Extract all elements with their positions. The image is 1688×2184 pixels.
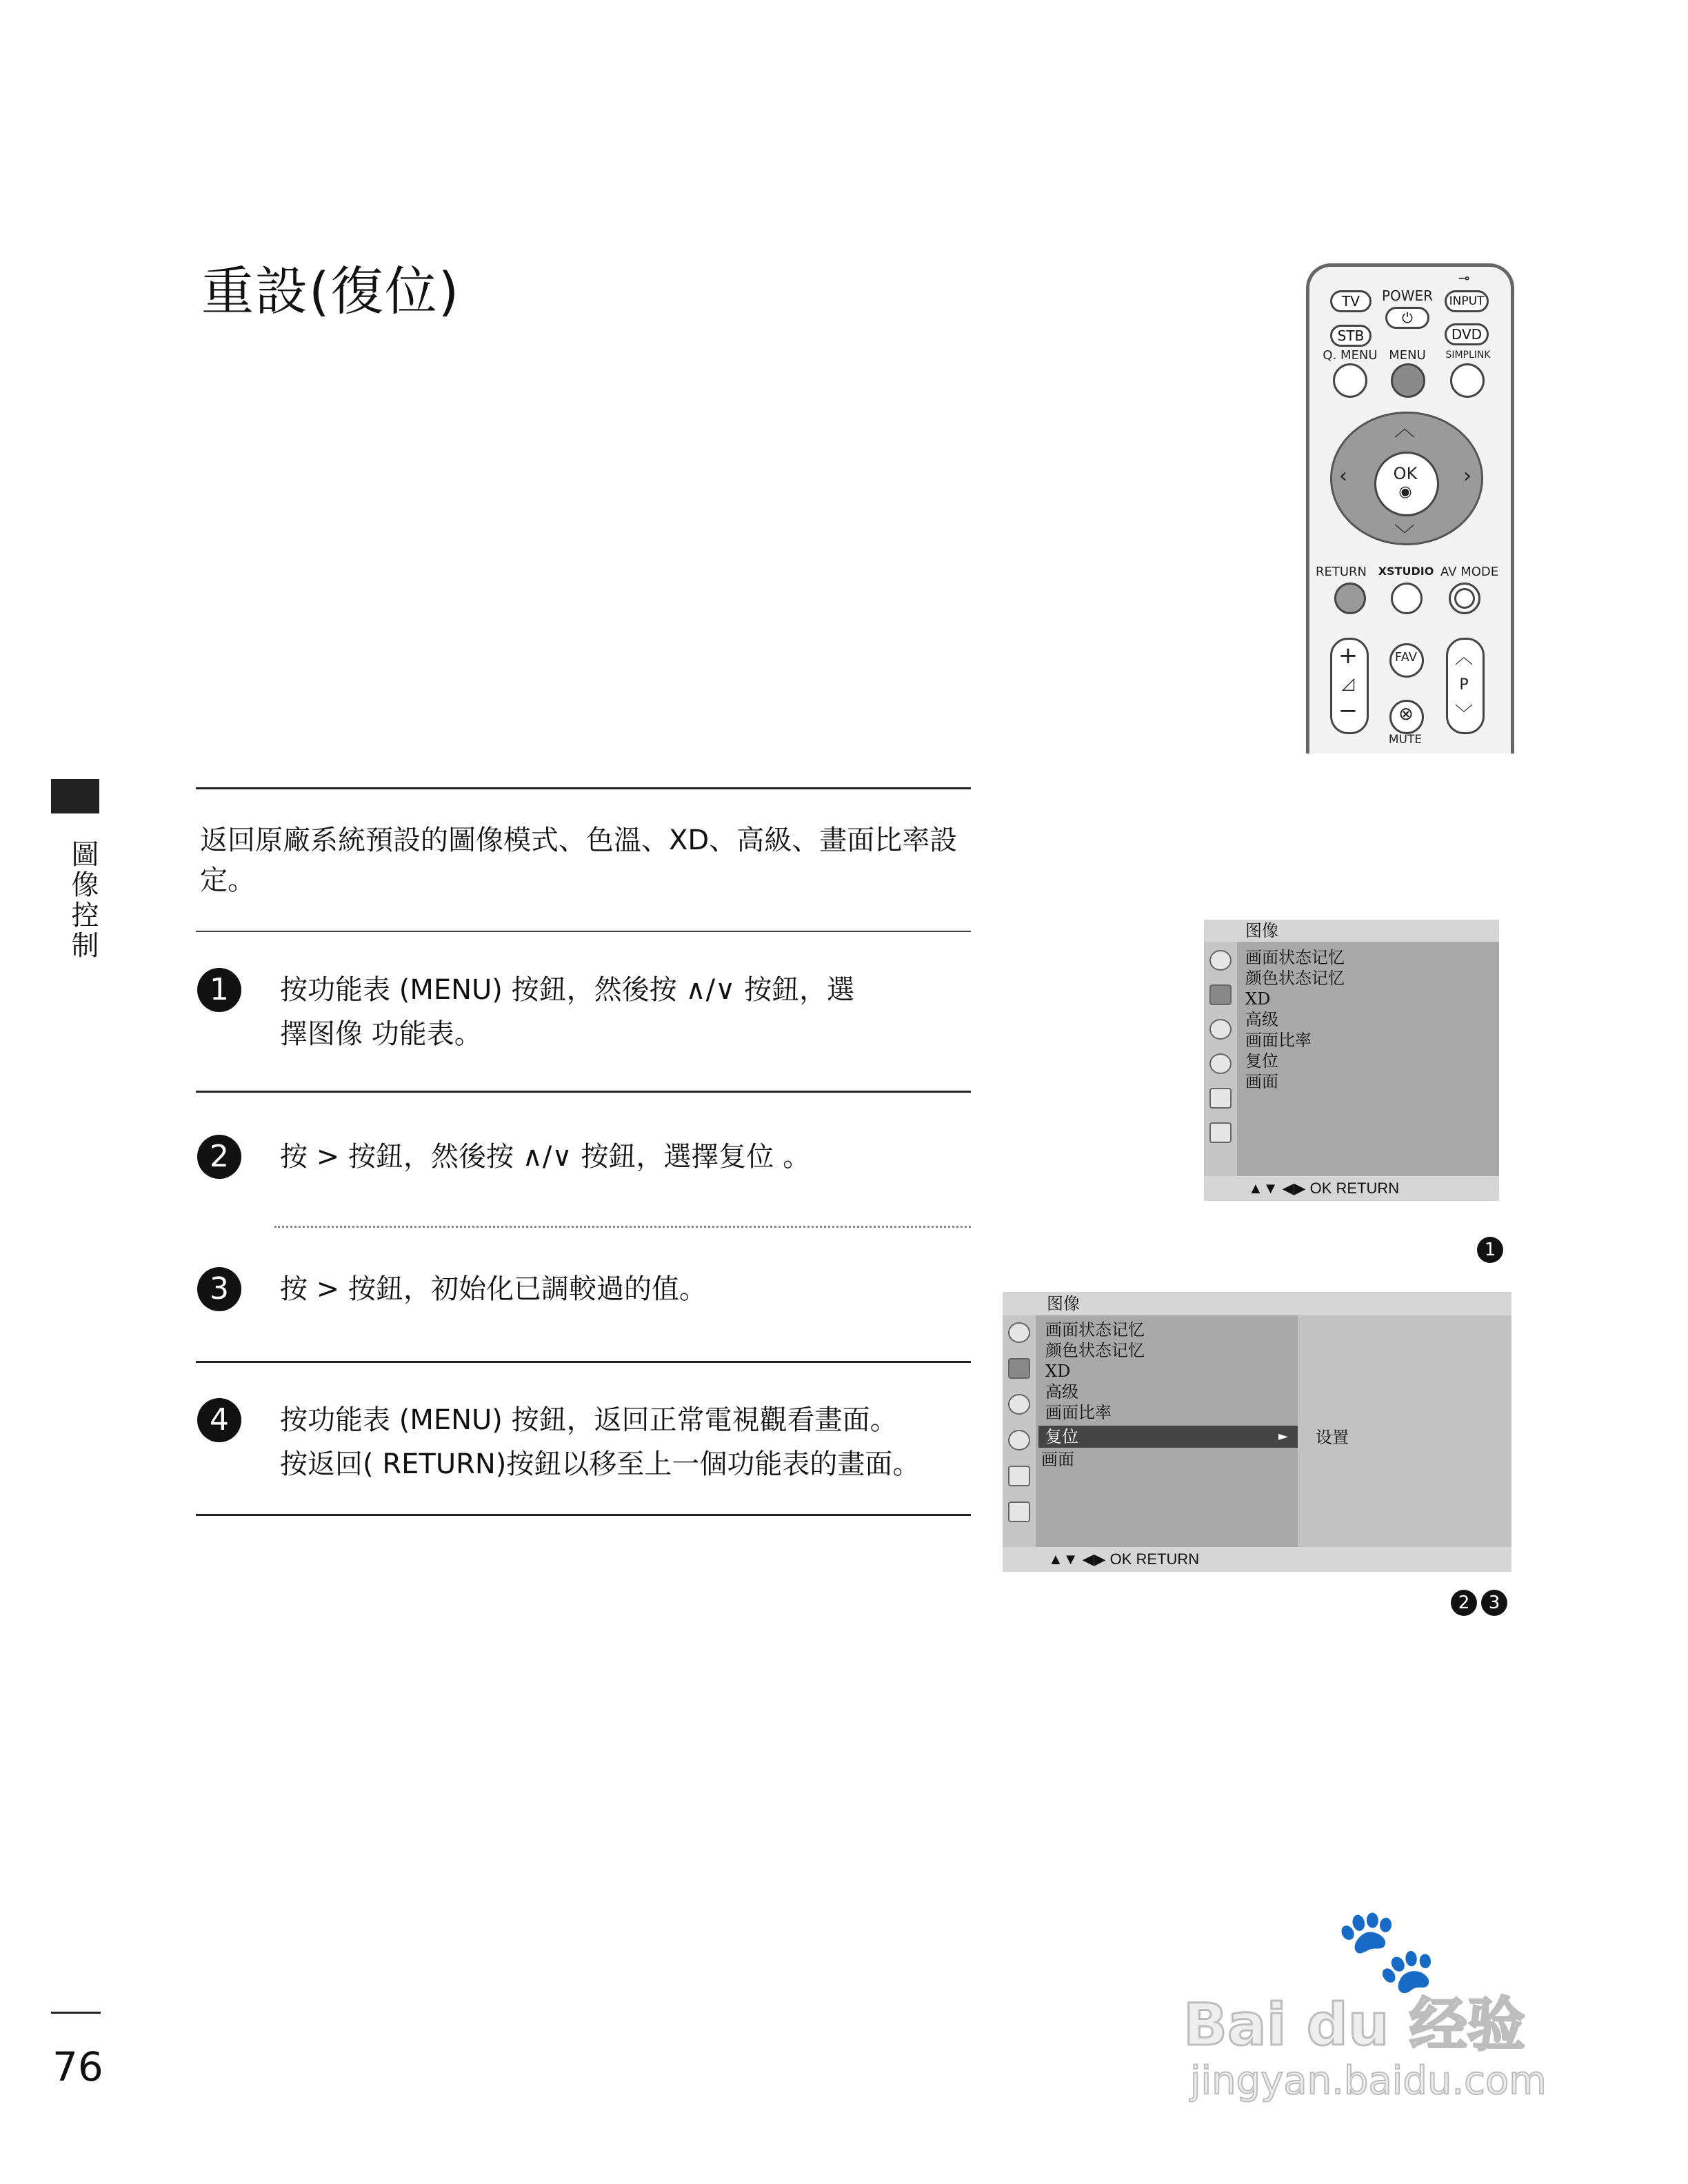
menu-icon-column xyxy=(1003,1315,1036,1547)
watermark-url: jingyan.baidu.com xyxy=(1190,2059,1547,2103)
step-badge: 2 xyxy=(1451,1590,1477,1616)
divider xyxy=(196,1361,971,1363)
channel-label: P xyxy=(1459,676,1469,694)
divider xyxy=(196,787,971,789)
input-button[interactable]: INPUT xyxy=(1445,290,1489,312)
menu-footer: ▲▼ ◀▶ OK RETURN xyxy=(1204,1176,1499,1201)
step-4-text: 按功能表 (MENU) 按鈕，返回正常電視觀看畫面。 按返回( RETURN)按鈕以移至上一個功能表的畫面。 xyxy=(280,1404,921,1480)
step-3-text: 按 > 按鈕，初始化已調較過的值。 xyxy=(280,1273,707,1305)
input-icon: ⊸ xyxy=(1458,270,1470,286)
channel-up-icon: ︿ xyxy=(1454,647,1473,668)
menu-item[interactable]: 画面状态记忆 xyxy=(1245,948,1345,967)
section-label: 圖像控制 xyxy=(67,840,99,961)
audio-icon xyxy=(1008,1394,1030,1415)
ok-dot-icon: ◉ xyxy=(1398,483,1412,501)
menu-item-selected-label[interactable]: 复位 xyxy=(1045,1427,1078,1446)
screen-icon xyxy=(1209,984,1232,1005)
step-badge: 1 xyxy=(1477,1237,1503,1263)
step-2-text: 按 > 按鈕，然後按 ∧/∨ 按鈕，選擇复位 。 xyxy=(280,1141,811,1173)
xstudio-label: XSTUDIO xyxy=(1378,565,1434,578)
clock-icon xyxy=(1209,1053,1232,1074)
divider-dotted xyxy=(274,1226,971,1228)
fav-label: FAV xyxy=(1394,650,1418,665)
menu-title: 图像 xyxy=(1204,920,1499,942)
screen-icon xyxy=(1008,1358,1030,1379)
avmode-button[interactable] xyxy=(1449,583,1480,614)
dvd-button[interactable]: DVD xyxy=(1445,323,1489,345)
menu-item[interactable]: 画面状态记忆 xyxy=(1045,1320,1145,1339)
tv-button[interactable]: TV xyxy=(1330,290,1372,312)
divider xyxy=(196,1514,971,1516)
return-label: RETURN xyxy=(1315,565,1367,579)
menu-title: 图像 xyxy=(1003,1292,1511,1315)
left-arrow-icon[interactable]: ‹ xyxy=(1339,464,1347,488)
up-arrow-icon[interactable]: ︿ xyxy=(1394,417,1415,441)
return-button[interactable] xyxy=(1334,583,1366,614)
menu-label: MENU xyxy=(1389,348,1426,363)
menu-button[interactable] xyxy=(1391,363,1425,398)
section-marker xyxy=(51,779,99,813)
picture-icon xyxy=(1008,1322,1030,1343)
qmenu-button[interactable] xyxy=(1333,363,1367,398)
menu-item[interactable]: 高级 xyxy=(1245,1010,1278,1029)
power-icon: ⏻ xyxy=(1402,310,1413,326)
avmode-label: AV MODE xyxy=(1440,565,1499,579)
stb-button[interactable]: STB xyxy=(1330,325,1372,347)
divider xyxy=(196,1091,971,1093)
step-badge: 3 xyxy=(1481,1590,1507,1616)
page-title: 重設(復位) xyxy=(201,261,461,322)
menu-item[interactable]: 画面比率 xyxy=(1045,1403,1112,1422)
power-button[interactable] xyxy=(1385,307,1429,329)
step-number: 2 xyxy=(197,1135,241,1179)
tv-menu-screen-1 xyxy=(1204,920,1499,1201)
step-number: 1 xyxy=(197,968,241,1012)
picture-icon xyxy=(1209,950,1232,971)
option-icon xyxy=(1209,1088,1232,1109)
mute-icon: ⊗ xyxy=(1398,704,1414,725)
xstudio-button[interactable] xyxy=(1391,583,1423,614)
option-icon xyxy=(1008,1466,1030,1486)
menu-item[interactable]: XD xyxy=(1045,1362,1071,1381)
submenu-option[interactable]: 设置 xyxy=(1316,1428,1349,1447)
menu-item[interactable]: 画面 xyxy=(1245,1072,1278,1091)
paw-icon: 🐾 xyxy=(1335,1903,1438,1999)
menu-footer: ▲▼ ◀▶ OK RETURN xyxy=(1003,1547,1511,1572)
footer-rule xyxy=(51,2012,101,2014)
watermark-brand: Bai du 经验 xyxy=(1183,1991,1525,2059)
menu-item[interactable]: 复位 xyxy=(1245,1051,1278,1071)
input-icon xyxy=(1008,1502,1030,1522)
simplink-button[interactable] xyxy=(1450,363,1485,398)
power-label: POWER xyxy=(1381,287,1434,304)
input-icon xyxy=(1209,1122,1232,1143)
qmenu-label: Q. MENU xyxy=(1323,348,1378,363)
mute-label: MUTE xyxy=(1388,733,1423,747)
simplink-label: SIMPLINK xyxy=(1445,350,1491,361)
intro-text: 返回原廠系統預設的圖像模式、色溫、XD、高級、畫面比率設定。 xyxy=(200,825,958,896)
menu-icon-column xyxy=(1204,942,1237,1176)
audio-icon xyxy=(1209,1019,1232,1040)
ok-label: OK xyxy=(1393,464,1418,483)
down-arrow-icon[interactable]: ﹀ xyxy=(1394,523,1415,547)
menu-item[interactable]: 高级 xyxy=(1045,1382,1078,1402)
remote-control xyxy=(1306,263,1514,754)
menu-item[interactable]: 颜色状态记忆 xyxy=(1045,1341,1145,1360)
tv-menu-screen-2 xyxy=(1003,1292,1511,1572)
page-number: 76 xyxy=(52,2043,103,2090)
step-number: 4 xyxy=(197,1398,241,1442)
volume-up-icon: + xyxy=(1338,642,1358,669)
clock-icon xyxy=(1008,1430,1030,1450)
right-arrow-icon[interactable]: › xyxy=(1463,464,1471,488)
step-number: 3 xyxy=(197,1267,241,1311)
menu-item[interactable]: 画面 xyxy=(1041,1450,1074,1469)
menu-item[interactable]: 画面比率 xyxy=(1245,1031,1312,1050)
step-1-text: 按功能表 (MENU) 按鈕，然後按 ∧/∨ 按鈕，選 擇图像 功能表。 xyxy=(280,974,855,1050)
volume-down-icon: − xyxy=(1338,697,1358,725)
play-arrow-icon: ► xyxy=(1278,1429,1288,1444)
menu-item[interactable]: 颜色状态记忆 xyxy=(1245,969,1345,988)
divider xyxy=(196,931,971,932)
channel-down-icon: ﹀ xyxy=(1454,704,1473,725)
menu-item[interactable]: XD xyxy=(1245,989,1271,1009)
volume-icon: ◿ xyxy=(1341,674,1355,693)
